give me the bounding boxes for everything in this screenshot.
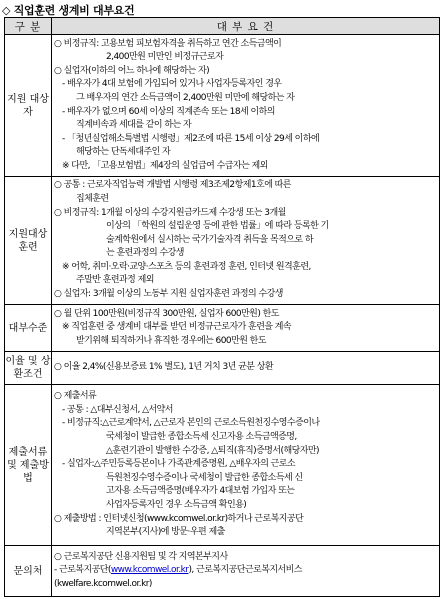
content-line: ○ 근로복지공단 신용지원팀 및 각 지역본부지사 bbox=[54, 551, 228, 562]
content-line: 직계비속과 세대를 같이 하는 자 bbox=[76, 120, 192, 131]
table-row-contact bbox=[5, 546, 440, 597]
content-line: - 비정규직:△근로계약서, △근로자 본인의 근로소득원천징수영수증이나 bbox=[62, 418, 320, 429]
content-line: ※ 직업훈련 중 생계비 대부를 받던 비정규근로자가 훈련을 계속 bbox=[62, 322, 292, 333]
row-content bbox=[52, 546, 440, 597]
content-line: 주말반 훈련과정 제외 bbox=[76, 275, 154, 286]
row-content bbox=[52, 385, 440, 546]
contact-website-link[interactable]: - 근로복지공단(www.kcomwel.or.kr), 근로복지공단근로복지서비스 bbox=[54, 565, 302, 576]
content-line: ○ 월 단위 100만원(비정규직 300만원, 실업자 600만원) 한도 bbox=[54, 308, 279, 319]
section-title: ◇ 직업훈련 생계비 대부요건 bbox=[2, 4, 135, 17]
loan-requirements-table bbox=[4, 17, 440, 597]
content-line: - 배우자가 없으며 60세 이상의 직계존속 또는 18세 이하의 bbox=[62, 106, 275, 117]
content-line: - 공통 : △대부신청서, △서약서 bbox=[62, 404, 173, 415]
table-header-row bbox=[5, 18, 440, 35]
content-line: 이상의 「학원의 설립운영 등에 관한 법률」에 따라 등록한 기 bbox=[106, 221, 329, 232]
content-line: - 배우자가 4대 보험에 가입되어 있거나 사업자등록자인 경우 bbox=[62, 79, 282, 90]
content-line: ○ 실업자(이하의 어느 하나에 해당하는 자) bbox=[54, 65, 210, 76]
row-label bbox=[5, 546, 52, 597]
content-line: 술계학원에서 실시하는 국가기술자격 취득을 목적으로 하 bbox=[106, 234, 314, 245]
content-line: △훈련기관이 발행한 수강증, △퇴직(휴직)증명서(해당자만) bbox=[106, 445, 320, 456]
row-label-text: 지원대상 훈련 bbox=[8, 228, 48, 253]
row-label-text: 대부수준 bbox=[8, 322, 48, 334]
content-line: ○ 비정규직: 1개월 이상의 수강지원금카드제 수강생 또는 3개월 bbox=[54, 207, 286, 218]
content-line: 받기위해 퇴직하거나 휴직한 경우에는 600만원 한도 bbox=[76, 335, 266, 346]
row-content bbox=[52, 305, 440, 352]
content-line: 국세청이 발급한 종합소득세 신고자용 소득금액증명, bbox=[106, 432, 297, 443]
content-line: 해당하는 단독세대주인 자 bbox=[76, 147, 171, 158]
content-line: 집체훈련 bbox=[76, 193, 109, 204]
content-line: (kwelfare.kcomwel.or.kr) bbox=[54, 578, 152, 589]
content-line: 2,400만원 미만인 비정규근로자 bbox=[106, 52, 224, 63]
content-line: ○ 이율 2,4%(신용보증료 1% 별도), 1년 거치 3년 균분 상환 bbox=[54, 362, 273, 373]
content-line: - 「청년실업해소특별법 시행령」제2조에 따른 15세 이상 29세 이하에 bbox=[62, 133, 320, 144]
content-line: ○ 제출서류 bbox=[54, 391, 97, 402]
row-label-text: 제출서류 및 제출방법 bbox=[7, 446, 49, 484]
row-label-text: 문의처 bbox=[13, 565, 43, 577]
row-label bbox=[5, 305, 52, 352]
table-row-eligible-training bbox=[5, 177, 440, 305]
content-line: 는 훈련과정의 수강생 bbox=[106, 248, 184, 259]
url-link[interactable]: www.kcomwel.or.kr bbox=[110, 565, 189, 576]
content-line: - 실업자:△주민등록등본이나 가족관계증명원, △배우자의 근로소 bbox=[62, 459, 296, 470]
content-line: ○ 실업자: 3개월 이상의 노동부 지원 실업자훈련 과정의 수강생 bbox=[54, 289, 283, 300]
row-content bbox=[52, 35, 440, 177]
content-line: ○ 공통 : 근로자직업능력 개발법 시행령 제3조제2항제1호에 따른 bbox=[54, 180, 291, 191]
row-label bbox=[5, 35, 52, 177]
content-line: ※ 어학, 취미·오락·교양·스포츠 등의 훈련과정 훈련, 인터넷 원격훈련, bbox=[62, 261, 311, 272]
table-row-loan-level bbox=[5, 305, 440, 352]
row-label-text: 이율 및 상환조건 bbox=[5, 356, 51, 380]
content-line: 고자용 소득금액증명(배우자가 4대보험 가입자 또는 bbox=[106, 486, 295, 497]
content-line: ※ 다만, 「고용보험법」제4장의 실업급여 수급자는 제외 bbox=[62, 160, 268, 171]
content-line: ○ 제출방법 : 인터넷신청(www.kcomwel.or.kr)하거나 근로복지공단 bbox=[54, 513, 304, 524]
content-line: 지역본부(지사)에 방문·우편 제출 bbox=[106, 527, 225, 538]
table-row-eligible-persons bbox=[5, 35, 440, 177]
row-label bbox=[5, 177, 52, 305]
header-requirements: 대 부 요 건 bbox=[52, 18, 440, 35]
header-category: 구 분 bbox=[5, 18, 52, 35]
row-content bbox=[52, 177, 440, 305]
table-row-documents-method bbox=[5, 385, 440, 546]
content-line: ○ 비정규직: 고용보험 피보험자격을 취득하고 연간 소득금액이 bbox=[54, 38, 282, 49]
content-line: 사업자등록자인 경우 소득금액 확인용) bbox=[106, 499, 247, 510]
row-label bbox=[5, 385, 52, 546]
content-line: 그 배우자의 연간 소득금액이 2,400만원 미만에 해당하는 자 bbox=[76, 92, 295, 103]
row-label-text: 지원 대상자 bbox=[7, 93, 49, 118]
content-line: 득원천징수영수증이나 국세청이 발급한 종합소득세 신 bbox=[106, 472, 303, 483]
row-label bbox=[5, 352, 52, 385]
row-content bbox=[52, 352, 440, 385]
table-row-interest-repayment bbox=[5, 352, 440, 385]
